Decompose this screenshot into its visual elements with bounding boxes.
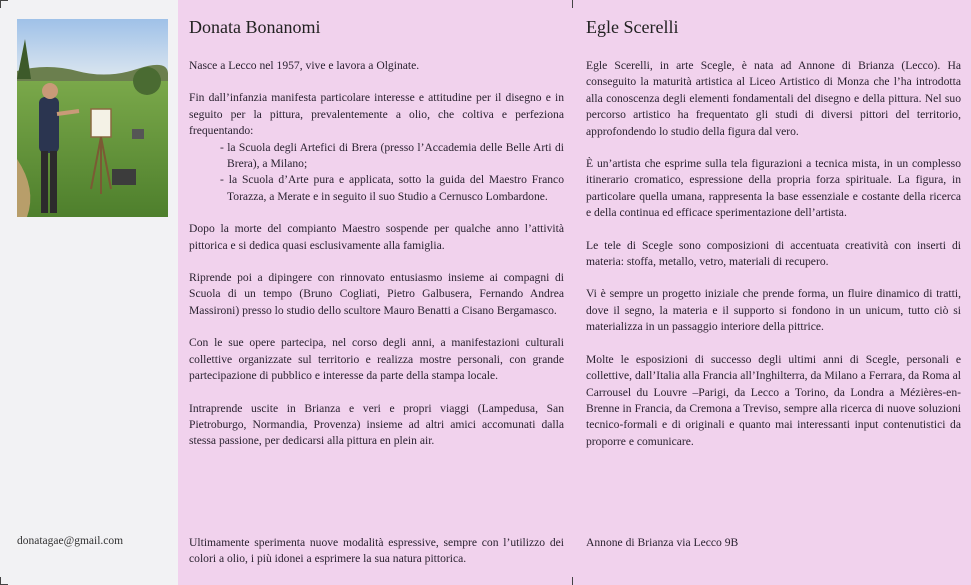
- bio-paragraph: Dopo la morte del compianto Maestro sospende per qualche anno l’attività pittorica e si dedica quasi esclusivamente alla famiglia.: [189, 222, 564, 252]
- bio-paragraph: Vi è sempre un progetto iniziale che prende forma, un fluire dinamico di tratti, dove il segno, la materia e il supporto si fondono in un unicum, tutto ciò si materializza in un passaggio interiore della pittrice.: [586, 287, 961, 334]
- bio-paragraph: Nasce a Lecco nel 1957, vive e lavora a Olginate.: [189, 59, 420, 72]
- bio-paragraph: Le tele di Scegle sono composizioni di accentuata creatività con inserti di materia: stoffa, metallo, vetro, materiali di recupero.: [586, 238, 961, 269]
- corner-mark: [572, 577, 573, 585]
- painter-photo: [17, 19, 168, 217]
- egle-bio: [586, 0, 961, 450]
- corner-mark: [0, 0, 1, 8]
- corner-mark: [0, 0, 8, 1]
- bio-paragraph: È un’artista che esprime sulla tela figurazioni a tecnica mista, in un complesso itinerario cromatico, espressione della propria forza spirituale. La figura, in particolare quella umana, rappresenta la base essenziale e costante della ricerca e della continua ed efficace sperimentazione dell’artista.: [586, 157, 961, 220]
- bio-paragraph: Con le sue opere partecipa, nel corso degli anni, a manifestazioni culturali collettive organizzate sul territorio e realizza mostre personali, con grande partecipazione di pubblico e interesse da parte della stampa locale.: [189, 336, 564, 383]
- bio-list-item: - la Scuola d’Arte pura e applicata, sotto la guida del Maestro Franco Torazza, a Merate e in seguito il suo Studio a Cernusco Lombardone.: [220, 173, 564, 203]
- bio-list-item: - la Scuola degli Artefici di Brera (presso l’Accademia delle Belle Arti di Brera), a Milano;: [220, 140, 564, 171]
- artist-name: Egle Scerelli: [586, 17, 679, 37]
- bio-paragraph: Fin dall’infanzia manifesta particolare interesse e attitudine per il disegno e in seguito per la pittura, prevalentemente a olio, che coltiva e perfeziona frequentando:: [189, 91, 564, 138]
- bio-paragraph: Egle Scerelli, in arte Scegle, è nata ad Annone di Brianza (Lecco). Ha conseguito la maturità artistica al Liceo Artistico di Monza che l’ha introdotta alla conoscenza degli elementi fondamentali del disegno e della pittura. Nel suo percorso artistico ha frequentato gli studi di diversi pittori del territorio, approfondendo lo studio della figura dal vero.: [586, 59, 961, 138]
- contact-email[interactable]: donatagae@gmail.com: [17, 535, 124, 547]
- corner-mark: [572, 0, 573, 8]
- bio-paragraph: Molte le esposizioni di successo degli ultimi anni di Scegle, personali e collettive, dall’Italia alla Francia all’Inghilterra, da Milano a Ferrara, da Roma al Carrousel du Louvre –Parigi, da Lecco a Torino, da Londra a Mézières-en-Brenne in Francia, da Cremona a Treviso, sempre alla ricerca di nuove soluzioni tecnico-formali e di originali e quanto mai interessanti input contenutistici da proporre e comunicare.: [586, 352, 961, 448]
- address: Annone di Brianza via Lecco 9B: [586, 536, 739, 549]
- painter-photo-icon: [17, 19, 168, 217]
- artist-name: Donata Bonanomi: [189, 17, 321, 37]
- bio-paragraph: Riprende poi a dipingere con rinnovato entusiasmo insieme ai compagni di Scuola di un tempo (Bruno Cogliati, Pietro Galbusera, Fernando Andrea Massironi) presso lo studio dello scultore Mauro Benatti a Cisano Bergamasco.: [189, 271, 564, 317]
- bio-paragraph: Intraprende uscite in Brianza e veri e propri viaggi (Lampedusa, San Pietroburgo, Normandia, Provenza) insieme ad altri amici accomunati dalla stessa passione, per dedicarsi alla pittura en plein air.: [189, 401, 564, 448]
- bio-paragraph-last: Ultimamente sperimenta nuove modalità espressive, sempre con l’utilizzo dei colori a olio, i più idonei a esprimere la sua natura pittorica.: [189, 536, 564, 566]
- donata-bio: [189, 0, 564, 450]
